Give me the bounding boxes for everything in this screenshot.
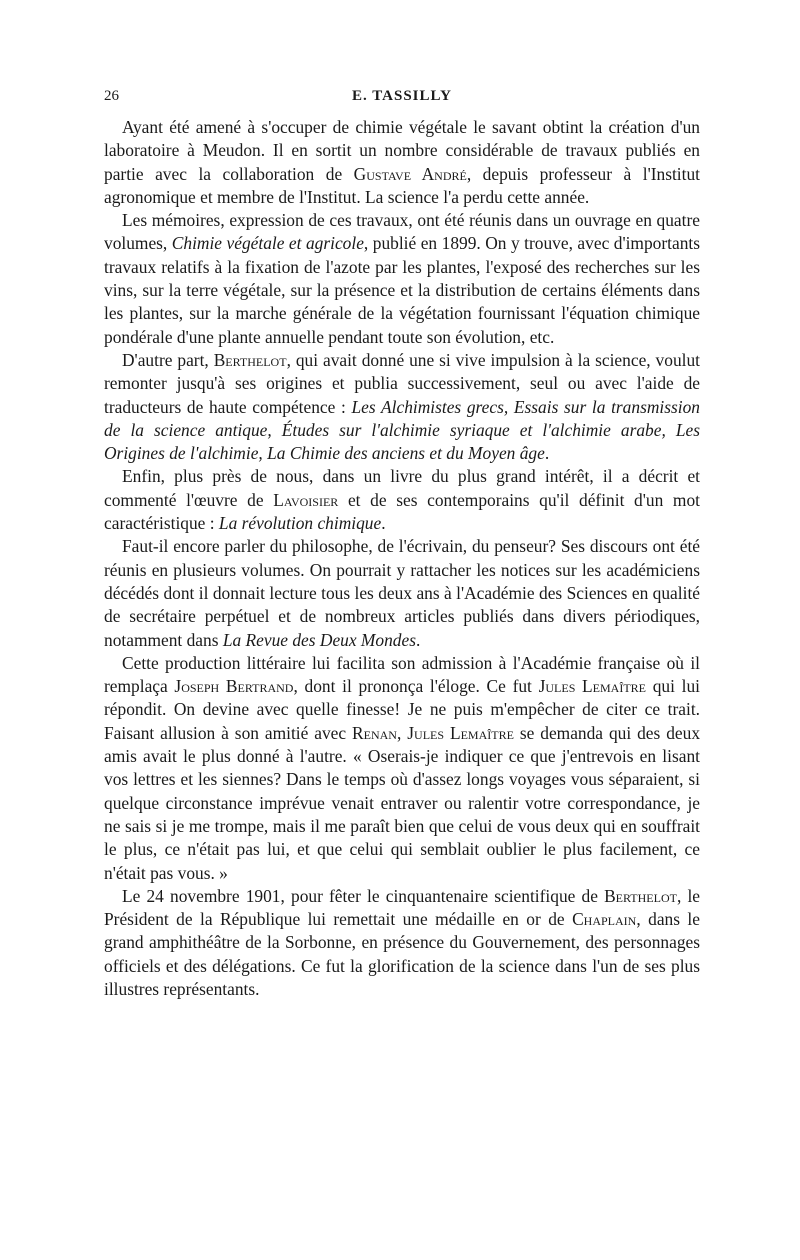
small-caps-name: Jules Lemaître — [407, 722, 514, 743]
text-run: . — [544, 443, 550, 464]
small-caps-name: Berthelot — [213, 349, 287, 370]
small-caps-name: Berthelot — [604, 885, 677, 906]
text-run: Enfin, plus près de nous, dans un livre du plus grand intérêt, il a décrit et commenté l'œuvre de — [104, 466, 700, 510]
paragraph — [104, 349, 700, 465]
page-number: 26 — [104, 88, 119, 104]
page-header — [104, 88, 700, 112]
small-caps-name: Chaplain — [572, 909, 637, 930]
text-run: . — [381, 513, 386, 534]
small-caps-name: Joseph Bertrand — [174, 676, 294, 697]
paragraph — [104, 535, 700, 651]
paragraph — [104, 465, 700, 535]
text-run: , depuis professeur à l'Institut agronomique et membre de l'Institut. La science l'a perdu cette année. — [104, 163, 700, 207]
italic-text: Chimie végétale et agricole — [171, 233, 364, 254]
italic-text: Les Alchimistes grecs, Essais sur la transmission de la science antique, Études sur l'alchimie syriaque et l'alchimie arabe, Les Origines de l'alchimie, La Chimie des anciens et du Moyen âge — [104, 396, 700, 464]
text-run: D'autre part, — [122, 349, 214, 370]
text-run: et de ses contemporains qu'il définit d'un mot caractéristique : — [104, 489, 700, 534]
text-run: , — [396, 722, 408, 743]
small-caps-name: Gustave André — [353, 163, 467, 184]
text-run: Ayant été amené à s'occuper de chimie végétale le savant obtint la création d'un laboratoire à Meudon. Il en sortit un nombre considérable de travaux publiés en partie avec la collaboration de — [104, 117, 700, 184]
text-run: , publié en 1899. On y trouve, avec d'importants travaux relatifs à la fixation de l'azote par les plantes, l'exposé des recherches sur les vins, sur la terre végétale, sur la présence et la distribution de certains éléments dans les plantes, sur la marche générale de la végétation fournissant l'équation chimique pondérale d'une plante annuelle pendant toute son évolution, etc. — [104, 233, 700, 347]
paragraph — [104, 885, 700, 1001]
italic-text: La Revue des Deux Mondes — [222, 629, 416, 650]
text-run: , dont il prononça l'éloge. Ce fut — [293, 676, 539, 697]
text-run: Le 24 novembre 1901, pour fêter le cinquantenaire scientifique de — [122, 885, 605, 906]
text-run: Les mémoires, expression de ces travaux, ont été réunis dans un ouvrage en quatre volumes, — [104, 210, 700, 254]
small-caps-name: Lavoisier — [273, 489, 339, 510]
text-run: Cette production littéraire lui facilita son admission à l'Académie française où il remplaça — [104, 652, 700, 697]
running-title: E. TASSILLY — [352, 88, 452, 104]
text-run: Faut-il encore parler du philosophe, de l'écrivain, du penseur? Ses discours ont été réunis en plusieurs volumes. On pourrait y rattacher les notices sur les académiciens décédés dont il donnait lecture tous les deux ans à l'Académie des Sciences en qualité de secrétaire perpétuel et de nombreux articles publiés dans divers périodiques, notamment dans — [104, 536, 700, 650]
text-run: , dans le grand amphithéâtre de la Sorbonne, en présence du Gouvernement, des personnages officiels et des délégations. Ce fut la glorification de la science dans l'un de ses plus illustres représentants. — [104, 909, 700, 999]
paragraph — [104, 652, 700, 885]
italic-text: La révolution chimique — [218, 513, 382, 534]
body-text — [104, 116, 700, 1001]
text-run: . — [416, 629, 421, 650]
text-run: se demanda qui des deux amis avait le plus donné à l'autre. « Oserais-je indiquer ce que j'entrevois en lisant vos lettres et les siennes? Dans le temps où d'assez longs voyages vous séparaient, si quelque circonstance imprévue venait entraver ou ralentir votre correspondance, je ne sais si je me trompe, mais il me paraît bien que celui de vous deux qui en souffrait le plus, ce n'était pas lui, et que celui qui semblait oublier le plus facilement, ce n'était pas vous. » — [104, 722, 701, 883]
paragraph — [104, 116, 700, 209]
small-caps-name: Renan — [352, 722, 397, 743]
text-run: , le Président de la République lui remettait une médaille en or de — [104, 885, 701, 930]
text-run: qui lui répondit. On devine avec quelle finesse! Je ne puis m'empêcher de citer ce trait. Faisant allusion à son amitié avec — [104, 676, 700, 743]
paragraph — [104, 209, 700, 349]
small-caps-name: Jules Lemaître — [538, 676, 647, 697]
text-run: , qui avait donné une si vive impulsion à la science, voulut remonter jusqu'à ses origines et publia successivement, seul ou avec l'aide de traducteurs de haute compétence : — [104, 349, 700, 417]
